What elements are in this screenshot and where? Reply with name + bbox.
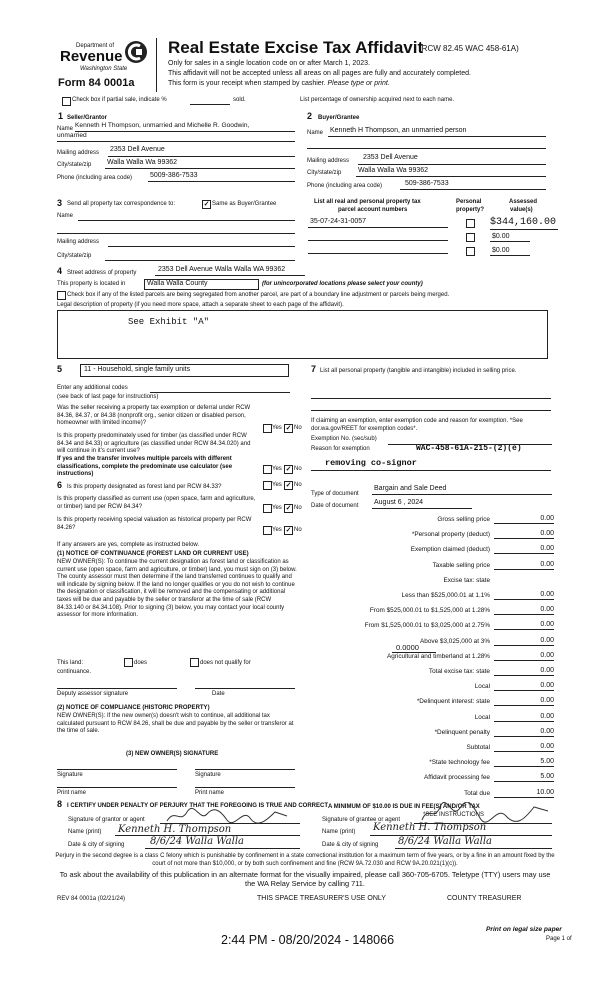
buyer-mailing-field[interactable]: 2353 Dell Avenue bbox=[363, 154, 418, 161]
section-5-number: 5 bbox=[57, 364, 63, 374]
continuance-label: continuance. bbox=[57, 669, 92, 675]
grantor-name-label: Name (print) bbox=[68, 829, 102, 835]
s5-question-1: Was the seller receiving a property tax exemption or deferral under RCW 84.36, 84.37, or 84.38 (nonprofit org., senior citizen or disabled person, homeowner with limited income)? bbox=[57, 405, 251, 426]
land-does-label: does bbox=[134, 660, 148, 666]
deputy-date-field[interactable] bbox=[195, 688, 295, 689]
doc-date-label: Date of document bbox=[311, 503, 359, 509]
seller-mailing-field[interactable]: 2353 Dell Avenue bbox=[110, 146, 165, 153]
deputy-signature-field[interactable] bbox=[57, 688, 177, 689]
doc-date-field[interactable]: August 6 , 2024 bbox=[374, 499, 424, 506]
s3-city-field[interactable] bbox=[105, 260, 295, 261]
partial-pct-field[interactable] bbox=[190, 104, 230, 105]
grantor-date-label: Date & city of signing bbox=[68, 842, 125, 848]
header-line-2: This affidavit will not be accepted unless all areas on all pages are fully and accurately completed. bbox=[168, 70, 471, 77]
tax-row-value[interactable]: 0.00 bbox=[540, 682, 554, 689]
receipt-stamp: 2:44 PM - 08/20/2024 - 148066 bbox=[221, 933, 395, 947]
tax-row-underline bbox=[494, 523, 554, 524]
tax-row-underline bbox=[494, 766, 554, 767]
header-line-3: This form is your receipt when stamped by cashier. bbox=[168, 80, 328, 87]
doc-type-label: Type of document bbox=[311, 491, 359, 497]
notice-2-body: NEW OWNER(S): If the new owner(s) doesn't wish to continue, all additional tax calculated pursuant to RCW 84.26, shall be due and payable by the seller or transferor at the time of sale. bbox=[57, 713, 294, 735]
buyer-city-label: City/state/zip bbox=[307, 170, 342, 176]
notice-2-title: (2) NOTICE OF COMPLIANCE (HISTORIC PROPERTY) bbox=[57, 705, 210, 711]
s6-q3-yes-checkbox[interactable] bbox=[263, 526, 272, 535]
grantor-date-field[interactable]: 8/6/24 Walla Walla bbox=[150, 836, 245, 847]
tax-row-label: *Delinquent interest: state bbox=[416, 698, 490, 705]
new-owner-signature-1[interactable] bbox=[57, 769, 177, 770]
rcw-reference: (RCW 82.45 WAC 458-61A) bbox=[419, 44, 519, 53]
tax-row-value[interactable]: 0.00 bbox=[540, 652, 554, 659]
partial-sale-label: Check box if partial sale, indicate % bbox=[72, 97, 167, 103]
s5-q1-yes-label: Yes bbox=[272, 425, 282, 431]
tax-row-value[interactable]: 0.00 bbox=[540, 530, 554, 537]
s6-q2-no-checkbox[interactable]: ✓ bbox=[285, 505, 292, 512]
exemption-instructions: If claiming an exemption, enter exemption code and reason for exemption. *See dor.wa.gov/REET for exemption codes*. bbox=[311, 418, 523, 432]
tax-row-underline bbox=[494, 797, 554, 798]
s6-if-any-note: If any answers are yes, complete as instructed below. bbox=[57, 542, 200, 548]
grantor-sig-label: Signature of grantor or agent bbox=[68, 817, 145, 823]
personal-property-checkbox-2[interactable] bbox=[466, 233, 475, 242]
s6-q1-no-checkbox[interactable]: ✓ bbox=[285, 482, 292, 489]
section-8-number: 8 bbox=[57, 799, 63, 809]
s6-q2-yes-checkbox[interactable] bbox=[263, 504, 272, 513]
located-note: (for unincorporated locations please select your county) bbox=[262, 281, 423, 287]
tax-row-label: Exemption claimed (deduct) bbox=[410, 546, 490, 553]
buyer-title: Buyer/Grantee bbox=[318, 115, 360, 121]
additional-codes-field[interactable] bbox=[150, 392, 290, 393]
certify-statement: I CERTIFY UNDER PENALTY OF PERJURY THAT THE FOREGOING IS TRUE AND CORRECT bbox=[67, 803, 329, 809]
section-1-number: 1 bbox=[58, 111, 64, 121]
assessed-value-3[interactable]: $0.00 bbox=[492, 247, 510, 254]
s6-q3-no-label: No bbox=[294, 527, 302, 533]
parcel-col-header-2b: property? bbox=[456, 207, 485, 213]
tax-row-value[interactable]: 0.00 bbox=[540, 637, 554, 644]
tax-row-underline bbox=[494, 629, 554, 630]
s5-q2-yes-label: Yes bbox=[272, 466, 282, 472]
land-does-not-checkbox[interactable] bbox=[190, 658, 199, 667]
s5-question-2b: If yes and the transfer involves multiple parcels with different classifications, complete the predominate use calculator (see instructions) bbox=[57, 456, 233, 477]
seller-name-label: Name bbox=[57, 126, 74, 132]
s6-q1-no-label: No bbox=[294, 482, 302, 488]
personal-property-field[interactable] bbox=[311, 398, 551, 399]
perjury-notice: Perjury in the second degree is a class C felony which is punishable by confinement in a state correctional institution for a maximum term of five years, or by a fine in an amount fixed by the court of not more than $10,000, or by both such confinement and fine (RCW 9A.72.030 and RCW 9A.20.021(1)(c)). bbox=[55, 853, 555, 867]
s3-mailing-field[interactable] bbox=[108, 246, 295, 247]
county-select-value: Walla Walla County bbox=[147, 280, 208, 287]
parcel-col-header-1b: parcel account numbers bbox=[338, 207, 408, 213]
buyer-name-field[interactable]: Kenneth H Thompson, an unmarried person bbox=[330, 127, 467, 134]
parcel-col-header-2a: Personal bbox=[456, 199, 482, 205]
page-number: Page 1 of bbox=[546, 936, 572, 942]
grantee-name-label: Name (print) bbox=[322, 829, 356, 835]
exemption-reason-label: Reason for exemption bbox=[311, 446, 370, 452]
tax-row-value[interactable]: 0.00 bbox=[540, 728, 554, 735]
s6-q2-no-label: No bbox=[294, 505, 302, 511]
minimum-due-note: A MINIMUM OF $10.00 IS DUE IN FEE(S) AND/OR TAX bbox=[328, 804, 480, 810]
treasurer-use-label: THIS SPACE TREASURER'S USE ONLY bbox=[257, 895, 386, 902]
tax-row-label: Agricultural and timberland at 1.28% bbox=[386, 653, 490, 660]
seller-name-field[interactable]: Kenneth H Thompson, unmarried and Michelle R. Goodwin, bbox=[75, 122, 250, 129]
tax-row-label: *Delinquent penalty bbox=[434, 729, 490, 736]
parcel-col-header-3b: value(s) bbox=[510, 207, 533, 213]
dept-of-label: Department of bbox=[76, 43, 115, 49]
tax-row-label: *Personal property (deduct) bbox=[411, 531, 490, 538]
tax-row-underline bbox=[494, 721, 554, 722]
s6-question-1: Is this property designated as forest land per RCW 84.33? bbox=[67, 484, 222, 490]
form-number: Form 84 0001a bbox=[58, 77, 135, 89]
revenue-logo-text: Revenue bbox=[60, 48, 123, 65]
seller-name-field-2[interactable]: unmarried bbox=[57, 132, 87, 139]
tax-row-underline bbox=[494, 751, 554, 752]
washington-state-label: Washington State bbox=[80, 66, 128, 72]
tax-row-label: Subtotal bbox=[466, 744, 490, 751]
new-owner-sig-label-1: Signature bbox=[57, 772, 83, 778]
buyer-name-label: Name bbox=[307, 130, 324, 136]
buyer-phone-label: Phone (including area code) bbox=[307, 183, 383, 189]
legal-description-textarea[interactable] bbox=[57, 310, 548, 359]
exemption-code-field[interactable]: WAC-458-61A-215-(2)(e) bbox=[416, 444, 522, 453]
s3-name-label: Name bbox=[57, 213, 74, 219]
header-type-or-print: Please type or print. bbox=[327, 80, 390, 87]
s5-q2-no-checkbox[interactable]: ✓ bbox=[285, 466, 292, 473]
segregated-parcel-label: Check box if any of the listed parcels are being segregated from another parcel, are part of a boundary line adjustment or parcels being merged. bbox=[67, 292, 450, 298]
tax-row-underline bbox=[494, 599, 554, 600]
new-owner-signature-2[interactable] bbox=[195, 769, 295, 770]
tax-row-label: Gross selling price bbox=[437, 516, 490, 523]
tax-row-value[interactable]: 0.00 bbox=[540, 667, 554, 674]
print-name-label-1: Print name bbox=[57, 790, 87, 796]
new-owner-print-2[interactable] bbox=[195, 787, 295, 788]
page-title: Real Estate Excise Tax Affidavit bbox=[168, 38, 424, 57]
seller-title: Seller/Grantor bbox=[67, 115, 108, 121]
section-2-number: 2 bbox=[307, 111, 313, 121]
tax-row-label: Excise tax: state bbox=[443, 577, 490, 584]
tax-row-underline bbox=[494, 614, 554, 615]
grantee-name-field[interactable]: Kenneth H. Thompson bbox=[373, 822, 487, 833]
s6-question-3: Is this property receiving special valuation as historical property per RCW 84.26? bbox=[57, 517, 252, 531]
tax-row-value[interactable]: 0.00 bbox=[540, 606, 554, 613]
seller-city-label: City/state/zip bbox=[57, 162, 92, 168]
located-in-label: This property is located in bbox=[57, 281, 126, 287]
this-land-label: This land: bbox=[57, 660, 84, 666]
tax-row-label: Total due bbox=[464, 790, 490, 797]
tax-row-underline bbox=[494, 705, 554, 706]
tax-row-underline bbox=[494, 690, 554, 691]
header-line-1: Only for sales in a single location code on or after March 1, 2023. bbox=[168, 60, 370, 67]
land-does-checkbox[interactable] bbox=[124, 658, 133, 667]
new-owner-sig-label-2: Signature bbox=[195, 772, 221, 778]
s6-q1-yes-checkbox[interactable] bbox=[263, 481, 272, 490]
s3-name-field[interactable] bbox=[78, 220, 295, 221]
s6-q1-yes-label: Yes bbox=[272, 482, 282, 488]
tax-row-value[interactable]: 0.00 bbox=[540, 743, 554, 750]
notice-1-title: (1) NOTICE OF CONTINUANCE (FOREST LAND OR CURRENT USE) bbox=[57, 551, 249, 557]
tax-row-label: Less than $525,000.01 at 1.1% bbox=[401, 592, 490, 599]
section-6-number: 6 bbox=[57, 480, 63, 490]
assessed-value-1[interactable]: $344,160.00 bbox=[490, 217, 557, 228]
s6-q3-yes-label: Yes bbox=[272, 527, 282, 533]
tax-row-underline bbox=[494, 645, 554, 646]
land-use-code-value: 11 - Household, single family units bbox=[84, 366, 191, 373]
buyer-mailing-label: Mailing address bbox=[307, 158, 350, 164]
parcel-col-header-1a: List all real and personal property tax bbox=[314, 199, 421, 205]
revision-number: REV 84 0001a (02/21/24) bbox=[57, 896, 126, 902]
section-3-text: Send all property tax correspondence to: bbox=[67, 201, 176, 207]
tax-row-label: Taxable selling price bbox=[432, 562, 490, 569]
land-does-not-label: does not qualify for bbox=[200, 660, 251, 666]
partial-sale-checkbox[interactable] bbox=[62, 97, 71, 106]
tax-row-value[interactable]: 0.00 bbox=[540, 621, 554, 628]
seller-mailing-label: Mailing address bbox=[57, 150, 100, 156]
parcel-col-header-3a: Assessed bbox=[509, 199, 538, 205]
local-rate-field[interactable]: 0.0000 bbox=[396, 643, 419, 652]
tax-row-underline bbox=[494, 660, 554, 661]
buyer-phone-field[interactable]: 509-386-7533 bbox=[405, 180, 449, 187]
tax-row-label: Above $3,025,000 at 3% bbox=[420, 638, 490, 645]
s6-question-2: Is this property classified as current use (open space, farm and agriculture, or timber) land per RCW 84.34? bbox=[57, 496, 256, 510]
tax-row-underline bbox=[494, 736, 554, 737]
tax-row-label: Affidavit processing fee bbox=[424, 774, 490, 781]
tax-row-underline bbox=[494, 538, 554, 539]
new-owner-print-1[interactable] bbox=[57, 787, 177, 788]
new-owner-sig-title: (3) NEW OWNER(S) SIGNATURE bbox=[126, 751, 219, 757]
parcel-number-3[interactable] bbox=[308, 253, 448, 254]
grantor-name-field[interactable]: Kenneth H. Thompson bbox=[118, 824, 232, 835]
land-use-code-select[interactable] bbox=[80, 364, 289, 377]
seller-phone-label: Phone (including area code) bbox=[57, 175, 133, 181]
parcel-number-1[interactable]: 35-07-24-31-0057 bbox=[310, 218, 367, 225]
alt-format-notice: To ask about the availability of this publication in an alternate format for the visually impaired, please call 360-705-6705. Teletype (TTY) users may use the WA Relay Service by calling 711. bbox=[59, 870, 551, 888]
same-as-buyer-checkbox[interactable]: ✓ bbox=[203, 201, 210, 208]
parcel-number-2[interactable] bbox=[308, 240, 448, 241]
section-4-number: 4 bbox=[57, 266, 63, 276]
partial-sold-label: sold. bbox=[233, 97, 246, 103]
legal-description-value: See Exhibit "A" bbox=[128, 317, 210, 327]
ownership-pct-note: List percentage of ownership acquired next to each name. bbox=[300, 97, 455, 103]
tax-row-value[interactable]: 5.00 bbox=[540, 758, 554, 765]
doc-type-field[interactable]: Bargain and Sale Deed bbox=[374, 485, 447, 492]
s6-q3-no-checkbox[interactable]: ✓ bbox=[285, 527, 292, 534]
tax-row-label: Total excise tax: state bbox=[428, 668, 490, 675]
tax-row-label: *State technology fee bbox=[429, 759, 490, 766]
print-name-label-2: Print name bbox=[195, 790, 225, 796]
tax-row-value[interactable]: 0.00 bbox=[540, 713, 554, 720]
tax-row-value[interactable]: 0.00 bbox=[540, 561, 554, 568]
tax-row-value[interactable]: 0.00 bbox=[540, 545, 554, 552]
section-3-number: 3 bbox=[57, 198, 63, 208]
buyer-city-field[interactable]: Walla Walla Wa 99362 bbox=[358, 167, 429, 174]
tax-row-value[interactable]: 0.00 bbox=[540, 591, 554, 598]
s5-q2-no-label: No bbox=[294, 466, 302, 472]
legal-description-label: Legal description of property (if you need more space, attach a separate sheet to each page of the affidavit). bbox=[57, 302, 344, 308]
section-7-number: 7 bbox=[311, 364, 317, 374]
see-back-note: (see back of last page for instructions) bbox=[57, 394, 159, 400]
tax-row-label: From $1,525,000.01 to $3,025,000 at 2.75% bbox=[364, 622, 490, 629]
street-address-field[interactable]: 2353 Dell Avenue Walla Walla WA 99362 bbox=[158, 266, 286, 273]
grantee-date-field[interactable]: 8/6/24 Walla Walla bbox=[398, 836, 493, 847]
tax-row-underline bbox=[494, 553, 554, 554]
street-address-label: Street address of property bbox=[67, 270, 137, 276]
personal-property-checkbox-1[interactable] bbox=[466, 219, 475, 228]
tax-row-underline bbox=[494, 781, 554, 782]
s3-city-label: City/state/zip bbox=[57, 253, 92, 259]
dor-logo-icon bbox=[124, 40, 148, 66]
exemption-reason-field[interactable]: removing co-signor bbox=[325, 458, 417, 468]
tax-row-value[interactable]: 0.00 bbox=[540, 515, 554, 522]
deputy-date-label: Date bbox=[212, 691, 225, 697]
tax-row-underline bbox=[494, 675, 554, 676]
grantee-date-label: Date & city of signing bbox=[322, 842, 379, 848]
tax-row-label: Local bbox=[474, 683, 490, 690]
additional-codes-label: Enter any additional codes bbox=[57, 385, 128, 391]
see-instructions-note: *SEE INSTRUCTIONS bbox=[423, 812, 485, 818]
tax-row-underline bbox=[494, 569, 554, 570]
tax-row-label: Local bbox=[474, 714, 490, 721]
section-7-text: List all personal property (tangible and intangible) included in selling price. bbox=[320, 368, 517, 374]
s6-q2-yes-label: Yes bbox=[272, 505, 282, 511]
s5-q1-no-checkbox[interactable]: ✓ bbox=[285, 425, 292, 432]
notice-1-body: NEW OWNER(S): To continue the current designation as forest land or classification as current use (open space, farm and agriculture, or timber) land, you must sign on (3) below. The county assessor must then determine if the land transferred continues to qualify and will indicate by signing below. If the land no longer qualifies or you do not wish to continue the designation or classification, it will be removed and the compensating or additional taxes will be due and payable by the seller or transferor at the time of sale (RCW 84.33.140 or 84.34.108). Prior to signing (3) below, you may contact your local county assessor for more information. bbox=[57, 559, 297, 619]
tax-row-value[interactable]: 10.00 bbox=[536, 789, 554, 796]
same-as-buyer-label: Same as Buyer/Grantee bbox=[212, 201, 277, 207]
assessed-value-2[interactable]: $0.00 bbox=[492, 233, 510, 240]
grantee-sig-label: Signature of grantee or agent bbox=[322, 817, 401, 823]
s5-q1-no-label: No bbox=[294, 425, 302, 431]
legal-paper-note: Print on legal size paper bbox=[486, 926, 562, 933]
seller-phone-field[interactable]: 5009-386-7533 bbox=[150, 172, 198, 179]
county-select[interactable] bbox=[144, 279, 259, 290]
seller-city-field[interactable]: Walla Walla Wa 99362 bbox=[107, 159, 178, 166]
deputy-sig-label: Deputy assessor signature bbox=[57, 691, 129, 697]
county-treasurer-label: COUNTY TREASURER bbox=[447, 895, 522, 902]
s5-q1-yes-checkbox[interactable] bbox=[263, 424, 272, 433]
tax-row-label: From $525,000.01 to $1,525,000 at 1.28% bbox=[369, 607, 490, 614]
exemption-no-label: Exemption No. (sec/sub) bbox=[311, 436, 377, 442]
personal-property-checkbox-3[interactable] bbox=[466, 247, 475, 256]
tax-row-value[interactable]: 5.00 bbox=[540, 773, 554, 780]
tax-row-value[interactable]: 0.00 bbox=[540, 697, 554, 704]
segregated-parcel-checkbox[interactable] bbox=[57, 291, 66, 300]
s5-question-2: Is this property predominately used for timber (as classified under RCW 84.34 and 84.33) or agriculture (as classified under RCW 84.34.020) and will continue in it's current use? bbox=[57, 433, 251, 454]
s3-mailing-label: Mailing address bbox=[57, 239, 100, 245]
s5-q2-yes-checkbox[interactable] bbox=[263, 465, 272, 474]
